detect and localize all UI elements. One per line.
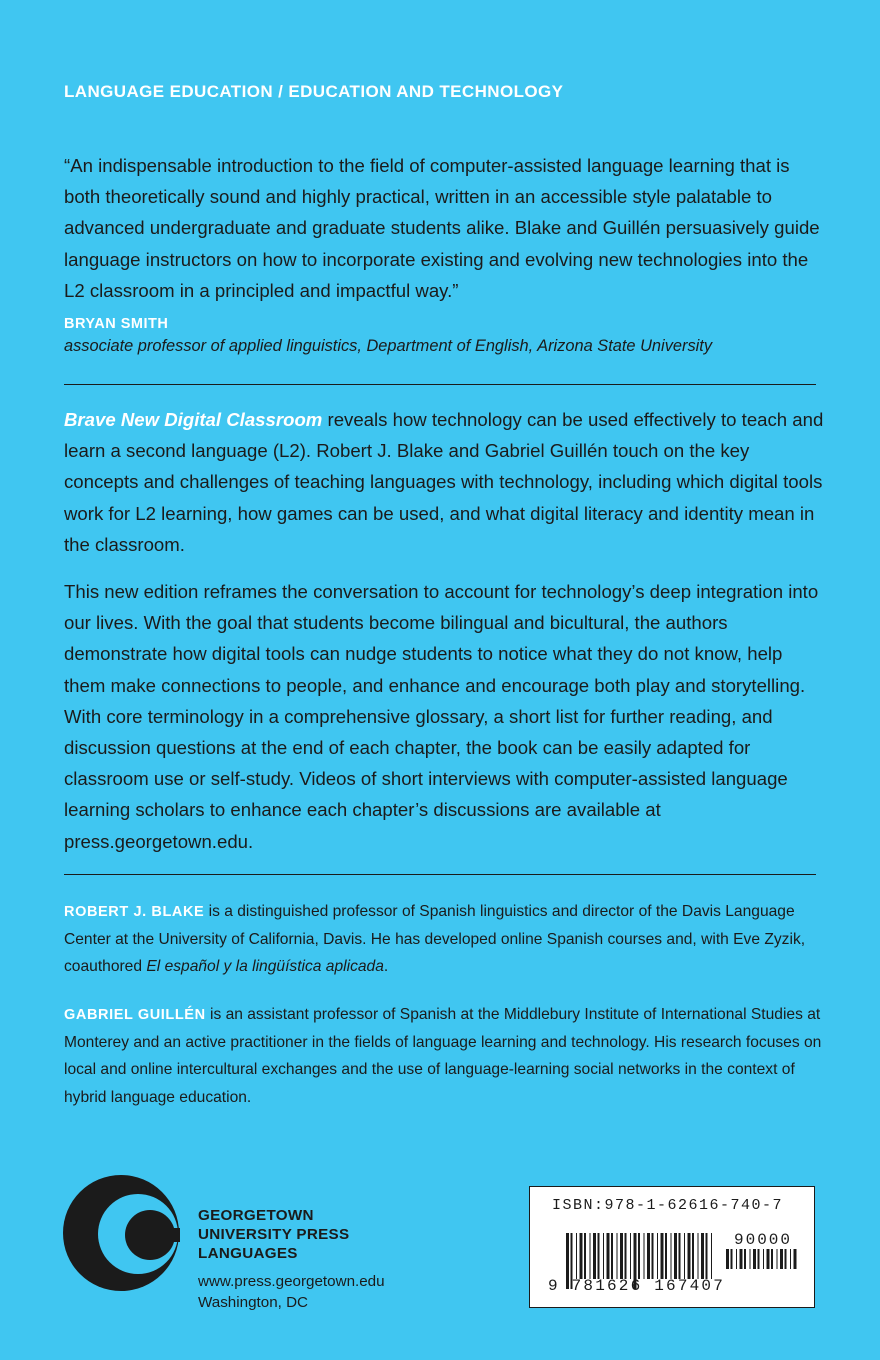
divider-bottom [64, 874, 816, 875]
endorser-name: BRYAN SMITH [64, 316, 169, 332]
endorser-affiliation: associate professor of applied linguistics, Department of English, Arizona State University [64, 337, 713, 355]
author-bio-1 [64, 898, 824, 981]
publisher-name [198, 1206, 349, 1263]
author-bio-1-end: . [383, 958, 389, 976]
georgetown-logo-icon [62, 1174, 180, 1292]
endorsement-quote: “An indispensable introduction to the field of computer-assisted language learning that is both theoretically sound and highly practical, written in an accessible style palatable to advanced undergraduate and graduate students alike. Blake and Guillén persuasively guide language instructors on how to incorporate existing and evolving new technologies into the L2 classroom in a principled and impactful way.” [64, 155, 820, 301]
isbn-label: ISBN:978-1-62616-740-7 [552, 1197, 784, 1214]
publisher-line-1: GEORGETOWN [198, 1207, 314, 1224]
description-paragraph-1 [64, 404, 824, 560]
publisher-website: www.press.georgetown.edu [198, 1273, 385, 1290]
barcode-addon-icon [726, 1249, 798, 1279]
category-label: LANGUAGE EDUCATION / EDUCATION AND TECHNOLOGY [64, 82, 564, 101]
author-name-2: GABRIEL GUILLÉN [64, 1007, 206, 1023]
description-paragraph-2: This new edition reframes the conversation to account for technology’s deep integration into our lives. With the goal that students become bilingual and bicultural, the authors demonstrate how digital tools can nudge students to notice what they do not know, help them make connections to people, and enhance and encourage both play and storytelling. With core terminology in a comprehensive glossary, a short list for further reading, and discussion questions at the end of each chapter, the book can be easily adapted for classroom use or self-study. Videos of short interviews with computer-assisted language learning scholars to enhance each chapter’s discussions are available at press.georgetown.edu. [64, 581, 819, 852]
author-bio-2 [64, 1001, 824, 1111]
description-paragraph-1-text: reveals how technology can be used effectively to teach and learn a second language (L2). Robert J. Blake and Gabriel Guillén touch on the key concepts and challenges of teaching languages with technology, including which digital tools work for L2 learning, how games can be used, and what digital literacy and identity mean in the classroom. [64, 409, 824, 555]
barcode-box [529, 1186, 815, 1308]
publisher-line-3: LANGUAGES [198, 1245, 298, 1262]
author-name-1: ROBERT J. BLAKE [64, 904, 205, 920]
book-title: Brave New Digital Classroom [64, 409, 323, 430]
barcode-addon-number: 90000 [734, 1231, 793, 1249]
publisher-location: Washington, DC [198, 1294, 309, 1311]
publisher-line-2: UNIVERSITY PRESS [198, 1226, 350, 1243]
author-work-title: El español y la lingüística aplicada [146, 958, 384, 976]
author-bio-2-text: is an assistant professor of Spanish at the Middlebury Institute of International Studies at Monterey and an active practitioner in the fields of language learning and technology. His research focuses on local and online intercultural exchanges and the use of language-learning social networks in the context of hybrid language education. [64, 1006, 822, 1106]
barcode-number: 9 781626 167407 [548, 1277, 726, 1295]
divider-top [64, 384, 816, 385]
publisher-contact [198, 1271, 385, 1313]
author-bio-1-text: is a distinguished professor of Spanish linguistics and director of the Davis Language Center at the University of California, Davis. He has developed online Spanish courses and, with Eve Zyzik, coauthored [64, 903, 806, 976]
